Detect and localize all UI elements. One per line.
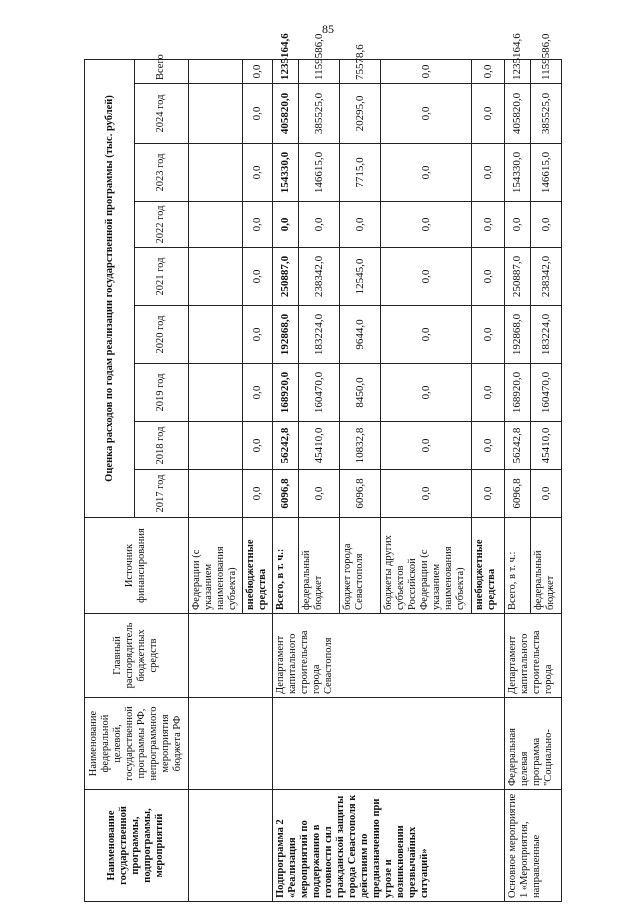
cell-value	[188, 422, 242, 470]
cell-value: 146615,0	[531, 144, 562, 202]
cell-value: 6096,8	[504, 470, 531, 518]
cell-value: 10832,8	[340, 422, 381, 470]
cell-value: 238342,0	[531, 248, 562, 306]
cell-value: 168920,0	[272, 364, 299, 422]
header-year: 2021 год	[135, 248, 188, 306]
cell-value: 45410,0	[531, 422, 562, 470]
cell-source: федеральный бюджет	[531, 518, 562, 614]
cell-value: 12545,0	[340, 248, 381, 306]
cell-value: 0,0	[242, 248, 272, 306]
header-year: 2022 год	[135, 202, 188, 248]
cell-name: Подпрограмма 2 «Реализация мероприятий по поддержанию в готовности сил гражданской защиты города Севастополя к действиям по предназначению при угрозе и возникновении чрезвычайных ситуаций»	[272, 790, 504, 902]
cell-program	[188, 698, 272, 790]
cell-value: 192868,0	[272, 306, 299, 364]
cell-value: 160470,0	[299, 364, 340, 422]
cell-value: 0,0	[380, 144, 471, 202]
cell-source: внебюджетные средства	[472, 518, 505, 614]
cell-value: 0,0	[242, 84, 272, 144]
table-row	[272, 59, 299, 901]
cell-value: 0,0	[242, 364, 272, 422]
cell-value: 0,0	[380, 306, 471, 364]
cell-value: 154330,0	[504, 144, 531, 202]
cell-value: 45410,0	[299, 422, 340, 470]
cell-value: 0,0	[531, 470, 562, 518]
cell-value	[188, 248, 242, 306]
cell-value: 0,0	[340, 202, 381, 248]
cell-program	[272, 698, 504, 790]
cell-value: 0,0	[380, 59, 471, 83]
cell-value	[188, 470, 242, 518]
cell-value: 160470,0	[531, 364, 562, 422]
cell-value	[188, 84, 242, 144]
cell-value: 0,0	[531, 202, 562, 248]
cell-name: Основное мероприятие 1 «Мероприятия, направленные	[504, 790, 561, 902]
cell-value: 8450,0	[340, 364, 381, 422]
header-year: 2020 год	[135, 306, 188, 364]
cell-value	[188, 306, 242, 364]
cell-source: Всего, в т. ч.:	[272, 518, 299, 614]
header-source: Источник финансирования	[85, 518, 189, 614]
cell-value	[188, 364, 242, 422]
cell-value: 0,0	[472, 306, 505, 364]
cell-value: 385525,0	[531, 84, 562, 144]
cell-value: 0,0	[242, 59, 272, 83]
cell-value: 250887,0	[504, 248, 531, 306]
cell-value: 0,0	[380, 364, 471, 422]
cell-value: 56242,8	[504, 422, 531, 470]
cell-value: 0,0	[472, 470, 505, 518]
cell-manager	[188, 614, 272, 698]
cell-value: 1235164,6	[272, 59, 299, 83]
rotated-table-inner	[84, 33, 562, 902]
cell-value: 146615,0	[299, 144, 340, 202]
cell-value: 0,0	[242, 306, 272, 364]
page-number: 85	[322, 22, 334, 36]
header-year: 2024 год	[135, 84, 188, 144]
cell-value: 0,0	[380, 248, 471, 306]
cell-value: 385525,0	[299, 84, 340, 144]
cell-value: 183224,0	[299, 306, 340, 364]
cell-value	[188, 59, 242, 83]
header-group: Оценка расходов по годам реализации государственной программы (тыс. рублей)	[85, 59, 135, 517]
cell-value: 405820,0	[272, 84, 299, 144]
cell-value: 0,0	[242, 202, 272, 248]
cell-value: 0,0	[472, 248, 505, 306]
cell-value: 0,0	[472, 422, 505, 470]
budget-table	[84, 33, 562, 902]
header-year: 2017 год	[135, 470, 188, 518]
cell-value: 250887,0	[272, 248, 299, 306]
header-year: 2018 год	[135, 422, 188, 470]
cell-value: 238342,0	[299, 248, 340, 306]
cell-value: 0,0	[242, 470, 272, 518]
cell-value: 1159586,0	[299, 59, 340, 83]
cell-value: 0,0	[472, 364, 505, 422]
cell-value: 0,0	[472, 84, 505, 144]
cell-value: 9644,0	[340, 306, 381, 364]
cell-value: 0,0	[380, 84, 471, 144]
header-manager: Главный распорядитель бюджетных средств	[85, 614, 189, 698]
header-total: Всего	[135, 59, 188, 83]
cell-source: Федерации (с указанием наименования субъекта)	[188, 518, 242, 614]
rotated-table-area	[84, 33, 562, 902]
cell-value: 183224,0	[531, 306, 562, 364]
cell-source: федеральный бюджет	[299, 518, 340, 614]
cell-value: 168920,0	[504, 364, 531, 422]
cell-value: 0,0	[380, 422, 471, 470]
cell-value: 75578,6	[340, 59, 381, 83]
cell-value: 1235164,6	[504, 59, 531, 83]
header-year: 2023 год	[135, 144, 188, 202]
cell-source: бюджет города Севастополя	[340, 518, 381, 614]
cell-value: 0,0	[380, 470, 471, 518]
cell-source: Всего, в т. ч.:	[504, 518, 531, 614]
cell-value: 0,0	[504, 202, 531, 248]
cell-name	[188, 790, 272, 902]
cell-value: 0,0	[299, 202, 340, 248]
cell-value: 6096,8	[272, 470, 299, 518]
cell-value: 154330,0	[272, 144, 299, 202]
header-program: Наименование федеральной целевой, государственной программы РФ, непрограммного мероприятия бюджета РФ	[85, 698, 189, 790]
table-row	[188, 59, 242, 901]
cell-value: 0,0	[272, 202, 299, 248]
cell-value	[188, 202, 242, 248]
cell-value: 0,0	[472, 59, 505, 83]
cell-value: 0,0	[472, 202, 505, 248]
cell-source: внебюджетные средства	[242, 518, 272, 614]
cell-value: 7715,0	[340, 144, 381, 202]
cell-source: бюджеты других субъектов Российской Федерации (с указанием наименования субъекта)	[380, 518, 471, 614]
cell-value: 0,0	[299, 470, 340, 518]
cell-value: 56242,8	[272, 422, 299, 470]
cell-value: 192868,0	[504, 306, 531, 364]
cell-value: 0,0	[472, 144, 505, 202]
cell-value: 6096,8	[340, 470, 381, 518]
header-name: Наименование государственной программы, подпрограммы, мероприятий	[85, 790, 189, 902]
header-row-1	[85, 59, 135, 901]
cell-value: 20295,0	[340, 84, 381, 144]
cell-manager: Департамент капитального строительства города	[504, 614, 561, 698]
cell-value: 0,0	[380, 202, 471, 248]
cell-value	[188, 144, 242, 202]
cell-value: 405820,0	[504, 84, 531, 144]
header-year: 2019 год	[135, 364, 188, 422]
cell-value: 0,0	[242, 144, 272, 202]
cell-value: 1159586,0	[531, 59, 562, 83]
table-row	[504, 59, 531, 901]
cell-manager: Департамент капитального строительства города Севастополя	[272, 614, 504, 698]
cell-value: 0,0	[242, 422, 272, 470]
cell-program: Федеральная целевая программа "Социально-	[504, 698, 561, 790]
